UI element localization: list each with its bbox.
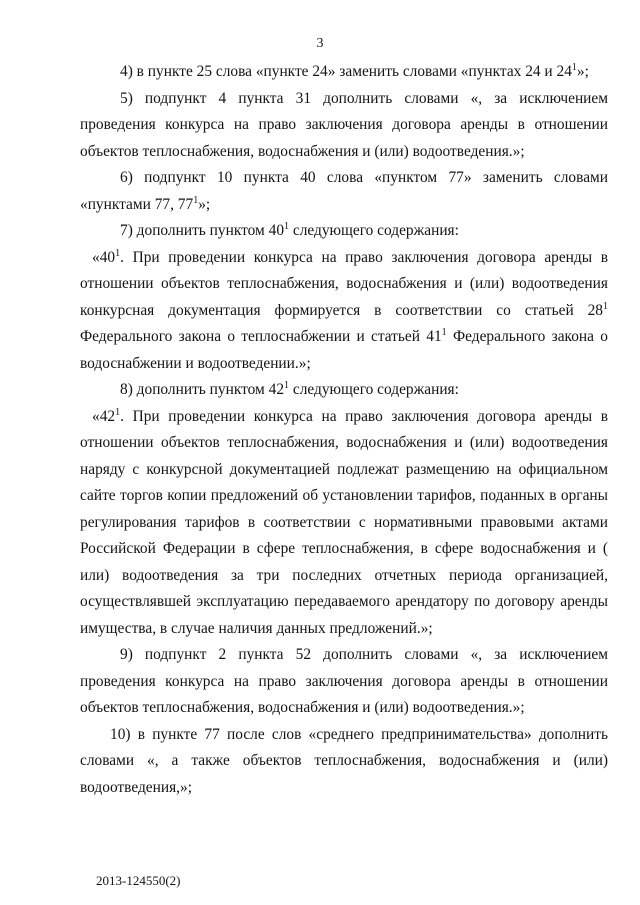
text-run: 9) подпункт 2 пункта 52 дополнить словами «, за исключением проведения конкурса на право заключения договора аренды в отношении объектов теплоснабжения, водоснабжения и (или) водоотведения.»; bbox=[80, 646, 608, 716]
superscript-index: 1 bbox=[603, 300, 608, 312]
text-run: 7) дополнить пунктом 40 bbox=[120, 222, 285, 239]
text-run: «40 bbox=[92, 248, 116, 266]
text-run: . При проведении конкурса на право заключения договора аренды в отношении объектов теплоснабжения, водоснабжения и (или) водоотведения конкурсная документация формируется в соответствии со статьей 28 bbox=[80, 248, 608, 319]
paragraph-item-5 bbox=[80, 86, 608, 166]
paragraph-item-7 bbox=[80, 218, 608, 245]
superscript-index: 1 bbox=[571, 62, 577, 73]
paragraph-item-4 bbox=[80, 59, 608, 86]
document-body bbox=[80, 59, 608, 801]
text-run: »; bbox=[576, 63, 589, 80]
superscript-index: 1 bbox=[441, 327, 447, 338]
paragraph-quote-42-1 bbox=[80, 404, 608, 643]
paragraph-quote-40-1 bbox=[80, 245, 608, 378]
page-number: 3 bbox=[316, 36, 324, 51]
superscript-index: 1 bbox=[115, 406, 121, 418]
text-run: Федерального закона о теплоснабжении и статьей 41 bbox=[80, 328, 442, 345]
text-run: 4) в пункте 25 слова «пункте 24» заменить словами «пунктах 24 и 24 bbox=[120, 63, 572, 80]
text-run: 8) дополнить пунктом 42 bbox=[120, 381, 285, 398]
text-run: . При проведении конкурса на право заключения договора аренды в отношении объектов теплоснабжения, водоснабжения и (или) водоотведения наряду с конкурсной документацией подлежат размещению на официальном сайте торгов копии предложений об установлении тарифов, поданных в органы регулирования тарифов в соответствии с нормативными правовыми актами Российской Федерации в сфере теплоснабжения, в сфере водоснабжения и ( или) водоотведения за три последних отчетных периода организацией, осуществлявшей эксплуатацию передаваемого арендатору по договору аренды имущества, в случае наличия данных предложений.»; bbox=[80, 407, 608, 637]
superscript-index: 1 bbox=[284, 221, 290, 232]
text-run: Федерального закона о водоснабжении и водоотведении.»; bbox=[80, 328, 608, 372]
text-run: следующего содержания: bbox=[289, 381, 459, 398]
paragraph-item-6 bbox=[80, 165, 608, 218]
paragraph-item-9 bbox=[80, 642, 608, 722]
text-run: 10) в пункте 77 после слов «среднего предпринимательства» дополнить словами «, а также объектов теплоснабжения, водоснабжения и (или) водоотведения,»; bbox=[80, 725, 608, 796]
paragraph-item-10 bbox=[80, 722, 608, 802]
text-run: »; bbox=[198, 195, 211, 213]
document-code: 2013-124550(2) bbox=[96, 873, 181, 888]
superscript-index: 1 bbox=[193, 194, 199, 206]
paragraph-item-8 bbox=[80, 377, 608, 404]
superscript-index: 1 bbox=[284, 380, 290, 391]
text-run: «42 bbox=[92, 407, 116, 425]
superscript-index: 1 bbox=[115, 247, 121, 259]
text-run: следующего содержания: bbox=[289, 222, 459, 239]
text-run: 6) подпункт 10 пункта 40 слова «пунктом 77» заменить словами «пунктами 77, 77 bbox=[80, 169, 608, 213]
text-run: 5) подпункт 4 пункта 31 дополнить словами «, за исключением проведения конкурса на право заключения договора аренды в отношении объектов теплоснабжения, водоснабжения и (или) водоотведения.»; bbox=[80, 89, 608, 160]
